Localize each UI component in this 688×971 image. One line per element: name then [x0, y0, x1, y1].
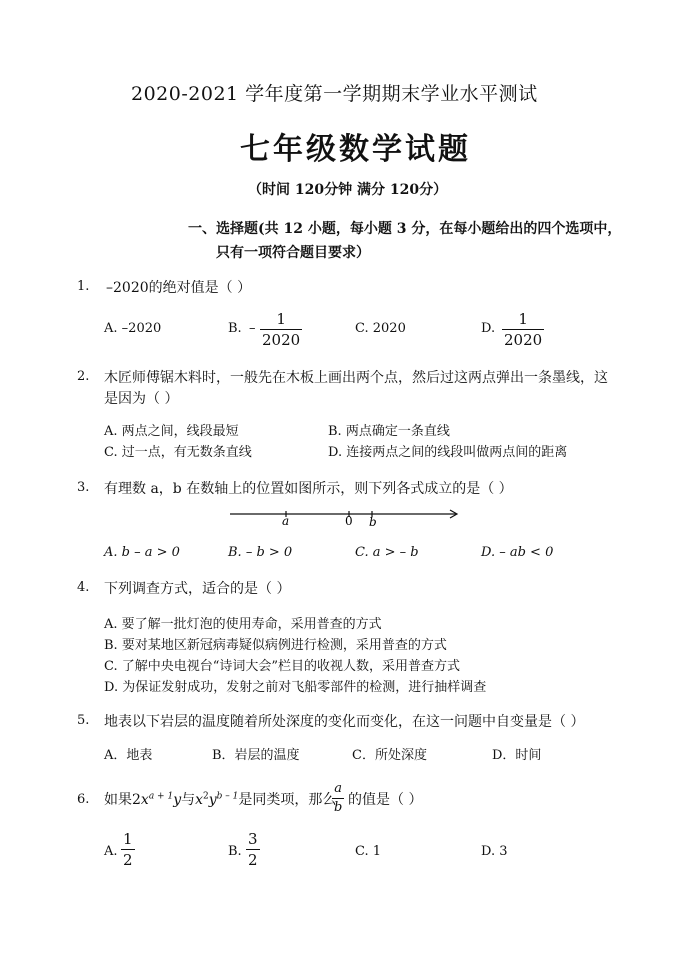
q6-option-a-label: A. [104, 844, 118, 859]
q6-fraction-a-over-b [332, 780, 344, 817]
q1-option-d-denominator: 2020 [504, 331, 543, 349]
number-line-label-b: b [369, 515, 377, 529]
q1-option-a-label: A. [104, 321, 118, 336]
q2-option-d: D. 连接两点之间的线段叫做两点间的距离 [328, 445, 568, 460]
q4-option-d: D. 为保证发射成功，发射之前对飞船零部件的检测，进行抽样调查 [104, 680, 487, 695]
number-line-figure [226, 504, 462, 530]
section-heading-line1: 一、选择题(共 12 小题，每小题 3 分，在每小题给出的四个选项中， [188, 221, 622, 237]
question-6-stem [104, 789, 336, 809]
q6-option-b-label: B. [228, 844, 242, 859]
question-5-number: 5. [77, 713, 90, 728]
q1-option-a-text: –2020 [121, 321, 162, 336]
q3-option-c: C. a > – b [355, 545, 419, 560]
q5-option-d: D．时间 [492, 748, 542, 763]
question-1-stem: –2020的绝对值是（ ） [106, 280, 252, 296]
q3-option-a: A. b – a > 0 [104, 545, 180, 560]
q1-option-b-numerator: 1 [260, 309, 302, 330]
q2-option-a: A. 两点之间，线段最短 [104, 424, 239, 439]
q2-option-c: C. 过一点，有无数条直线 [104, 445, 252, 460]
question-3-stem: 有理数 a，b 在数轴上的位置如图所示，则下列各式成立的是（ ） [104, 481, 513, 497]
q6-option-a-denominator: 2 [123, 851, 133, 869]
q6-option-b-denominator: 2 [248, 851, 258, 869]
q6-stem-prefix: 如果2 [104, 792, 141, 808]
q6-option-b-numerator: 3 [248, 830, 258, 848]
q6-term1-exponent: a + 1 [148, 791, 174, 802]
q6-option-a-numerator: 1 [123, 830, 133, 848]
q6-term2-exponent: 2 [203, 791, 209, 802]
question-4-number: 4. [77, 580, 90, 595]
q6-term2-y: y [208, 792, 217, 808]
q6-stem-end: 的值是（ ） [348, 792, 423, 808]
q5-option-a: A．地表 [104, 748, 153, 763]
question-5-stem: 地表以下岩层的温度随着所处深度的变化而变化，在这一问题中自变量是（ ） [104, 714, 585, 730]
q6-fraction-numerator: a [332, 780, 344, 799]
question-2-stem-line1: 木匠师傅锯木料时，一般先在木板上画出两个点，然后过这两点弹出一条墨线，这 [104, 370, 608, 386]
number-line-label-0: 0 [345, 514, 353, 528]
q5-option-c: C．所处深度 [352, 748, 427, 763]
q3-option-b: B. – b > 0 [228, 545, 293, 560]
question-4-stem: 下列调查方式，适合的是（ ） [104, 581, 291, 597]
q6-stem-mid: 与 [181, 792, 196, 808]
q1-option-b-denominator: 2020 [262, 331, 301, 349]
time-info: （时间 120分钟 满分 120分） [248, 182, 448, 198]
q6-term2-x: x [195, 792, 204, 808]
q6-term2-y-exponent: b – 1 [216, 791, 239, 802]
section-heading-line2: 只有一项符合题目要求） [216, 245, 370, 261]
q4-option-b: B. 要对某地区新冠病毒疑似病例进行检测，采用普查的方式 [104, 638, 447, 653]
q6-term1-y: y [173, 792, 182, 808]
q1-option-d-numerator: 1 [502, 309, 544, 330]
q1-option-c [355, 321, 406, 336]
q1-option-b-fraction [260, 309, 302, 350]
q6-option-a-fraction [121, 829, 135, 870]
q1-option-b-label: B. [228, 321, 242, 336]
q2-option-b: B. 两点确定一条直线 [328, 424, 450, 439]
question-2-stem-line2: 是因为（ ） [104, 391, 179, 407]
q3-option-d: D. – ab < 0 [481, 545, 554, 560]
question-2-number: 2. [77, 369, 90, 384]
q6-option-c: C. 1 [355, 844, 382, 859]
q1-option-d-label: D. [481, 321, 496, 336]
q1-option-d-fraction [502, 309, 544, 350]
question-1-number: 1. [77, 279, 90, 294]
q6-option-d: D. 3 [481, 844, 508, 859]
q6-option-b-fraction [246, 829, 260, 870]
exam-title: 2020-2021 学年度第一学期期末学业水平测试 [131, 83, 538, 105]
q6-term1-x: x [140, 792, 149, 808]
number-line-label-a: a [282, 514, 290, 528]
question-6-number: 6. [77, 792, 90, 807]
q1-option-a [104, 321, 161, 336]
q1-option-b-sign: – [249, 321, 256, 336]
exam-subject: 七年级数学试题 [240, 132, 471, 167]
q1-option-c-text: 2020 [372, 321, 406, 336]
q5-option-b: B．岩层的温度 [212, 748, 300, 763]
q1-option-c-label: C. [355, 321, 369, 336]
q6-fraction-denominator: b [334, 800, 343, 815]
q6-stem-post: 是同类项，那么 [238, 792, 337, 808]
q4-option-c: C. 了解中央电视台“诗词大会”栏目的收视人数，采用普查方式 [104, 659, 461, 674]
question-3-number: 3. [77, 480, 90, 495]
q4-option-a: A. 要了解一批灯泡的使用寿命，采用普查的方式 [104, 617, 382, 632]
